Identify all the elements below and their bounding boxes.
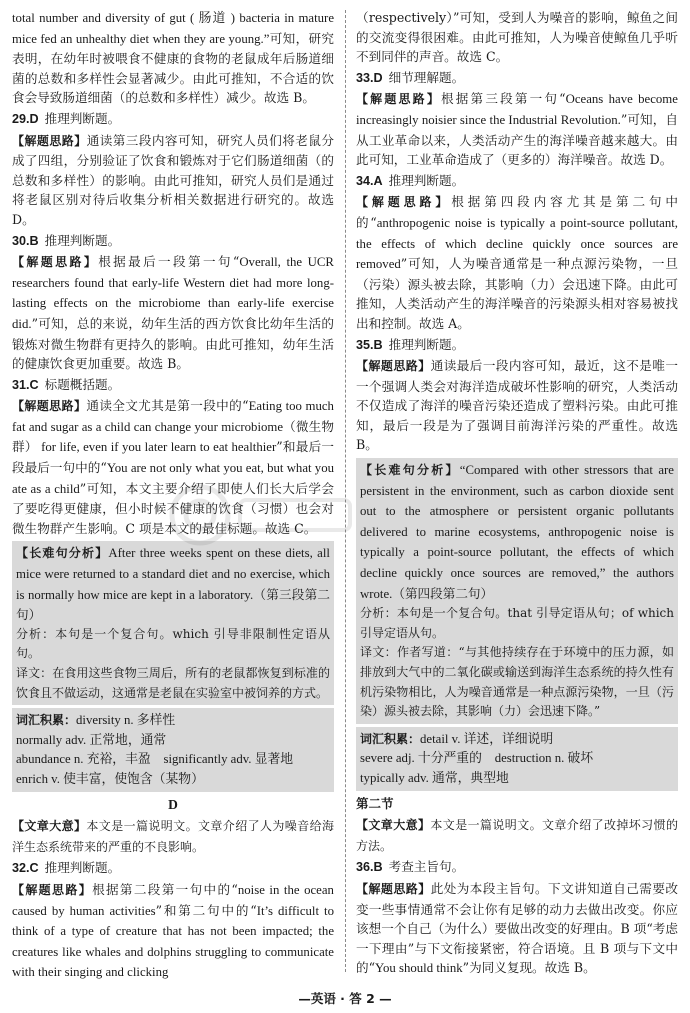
page-footer: —英语 · 答 2 — (298, 991, 392, 1006)
question-29-analysis: 【解题思路】通读第三段内容可知，研究人员们将老鼠分成了四组，分别验证了饮食和锻炼对于它们肠道细菌（的总数和多样性）的影响。由此可推知，研究人员们是通过将老鼠区别对待后收集分析相关数据进行研究的。故选 D。 (12, 132, 334, 227)
question-34-analysis: 【解题思路】根据第四段内容尤其是第二句中的“anthropogenic noise is typically a point-source pollutant, the effects of which decline quickly once sources are removed”可知，人为噪音通常是一种点源污染物，一旦（污染）源头被去除，其影响（力）会迅速下降。由此可推知，人类活动产生的海洋噪音的污染源头相对容易被找出和控制。故选 A。 (356, 194, 678, 331)
right-column (356, 8, 678, 979)
vocabulary-box-1: 词汇积累：diversity n. 多样性 normally adv. 正常地，通常 abundance n. 充裕，丰盈 significantly adv. 显著地 enrich v. 使丰富，使饱含（某物） (12, 708, 334, 791)
question-31-analysis: 【解题思路】通读全文尤其是第一段中的“Eating too much fat and sugar as a child can change your microbiome（微生物群） for life, even if you later learn to eat healthier”和最后一段最后一句中的“You are not only what you eat, but what you ate as a child”可知，本文主要介绍了即使人们长大后学会了要吃得更健康，但小时候不健康的饮食（习惯）也会对微生物群产生影响。C 项是本文的最佳标题。故选 C。 (12, 398, 334, 536)
article-summary-d: 【文章大意】本文是一篇说明文。文章介绍了人为噪音给海洋生态系统带来的严重的不良影响。 (12, 819, 334, 854)
article-summary-2: 【文章大意】本文是一篇说明文。文章介绍了改掉坏习惯的方法。 (356, 818, 678, 853)
column-divider (345, 10, 346, 972)
long-sentence-analysis-1: 【长难句分析】After three weeks spent on these diets, all mice were returned to a standard diet and no exercise, which is normally how mice are kept in a laboratory.（第三段第二句） 分析：本句是一个复合句。which 引导非限制性定语从句。 译文：在食用这些食物三周后，所有的老鼠都恢复到标准的饮食且不做运动，这通常是老鼠在实验室中被饲养的方式。 (12, 541, 334, 705)
question-32-header: 32.C 推理判断题。 (12, 860, 121, 876)
question-35-header: 35.B 推理判断题。 (356, 336, 465, 352)
question-36-header: 36.B 考查主旨句。 (356, 859, 465, 875)
question-32-analysis: 【解题思路】根据第二段第一句中的“noise in the ocean caused by human activities”和第二句中的“It’s difficult to think of a type of creature that has not been impacted; the creatures like whales and dolphins struggling to communicate with their singing and clicking (12, 881, 334, 980)
long-sentence-analysis-2: 【长难句分析】“Compared with other stressors that are persistent in the environment, such as carbon dioxide sent out to the atmosphere or persistent organic pollutants delivered to marine ecosystems, anthropogenic noise is typically a point-source pollutant, the effects of which decline quickly once sources are removed,” the authors wrote.（第四段第二句） 分析：本句是一个复合句。that 引导定语从句；of which 引导定语从句。 译文：作者写道：“与其他持续存在于环境中的压力源，如排放到大气中的二氧化碳或输送到海洋生态系统的持久性有机污染物相比，人为噪音通常是一种点源污染物，一旦（污染）源头被去除，其影响（力）会迅速下降。” (356, 458, 678, 724)
intro-paragraph: total number and diversity of gut ( 肠道 ) bacteria in mature mice fed an unhealthy diet when they are young.”可知，研究表明，在幼年时被喂食不健康的食物的老鼠成年后肠道细菌的总数和多样性会显著减少。由此可推知，不合适的饮食会导致肠道细菌（的总数和多样性）减少。故选 B。 (12, 11, 335, 106)
question-29-header: 29.D 推理判断题。 (12, 110, 121, 126)
vocabulary-box-2: 词汇积累：detail v. 详述，详细说明 severe adj. 十分严重的 destruction n. 破坏 typically adv. 通常，典型地 (356, 727, 678, 791)
section-2-heading: 第二节 (356, 795, 394, 811)
question-30-analysis: 【解题思路】根据最后一段第一句“Overall, the UCR researchers found that early-life Western diet had more long-lasting effects on the microbiome than early-life exercise did.”可知，总的来说，幼年生活的西方饮食比幼年生活的锻炼对微生物群有更持久的影响。由此可推知，幼年生活的健康饮食更加重要。故选 B。 (12, 254, 334, 372)
question-34-header: 34.A 推理判断题。 (356, 172, 465, 188)
left-column (12, 8, 334, 983)
question-31-header: 31.C 标题概括题。 (12, 376, 121, 392)
question-33-header: 33.D 细节理解题。 (356, 69, 465, 85)
section-d-heading: D (168, 796, 178, 812)
question-35-analysis: 【解题思路】通读最后一段内容可知，最近，这不是唯一一个强调人类会对海洋造成破坏性影响的研究，人类活动不仅造成了海洋的噪音污染还造成了塑料污染。由此可推知，最后一段是为了强调目前海洋污染的严重性。故选 B。 (356, 358, 678, 453)
question-32-continued: （respectively）”可知，受到人为噪音的影响，鲸鱼之间的交流变得很困难。由此可推知，人为噪音使鲸鱼几乎听不到同伴的声音。故选 C。 (356, 10, 678, 65)
question-30-header: 30.B 推理判断题。 (12, 232, 121, 248)
question-36-analysis: 【解题思路】此处为本段主旨句。下文讲知道自己需要改变一些事情通常不会让你有足够的动力去做出改变。你应该想一个自己（为什么）要做出改变的好理由。B 项“考虑一下理由”与下文衔接紧密，符合语境。且 B 项与下文中的“You should think”为同义复现。故选 B。 (356, 880, 678, 976)
question-33-analysis: 【解题思路】根据第三段第一句“Oceans have become increasingly noisier since the Industrial Revolution.”可知，自从工业革命以来，人类活动产生的海洋噪音越来越大。由此可知，工业革命造成了（更多的）海洋噪音。故选 D。 (356, 91, 678, 168)
